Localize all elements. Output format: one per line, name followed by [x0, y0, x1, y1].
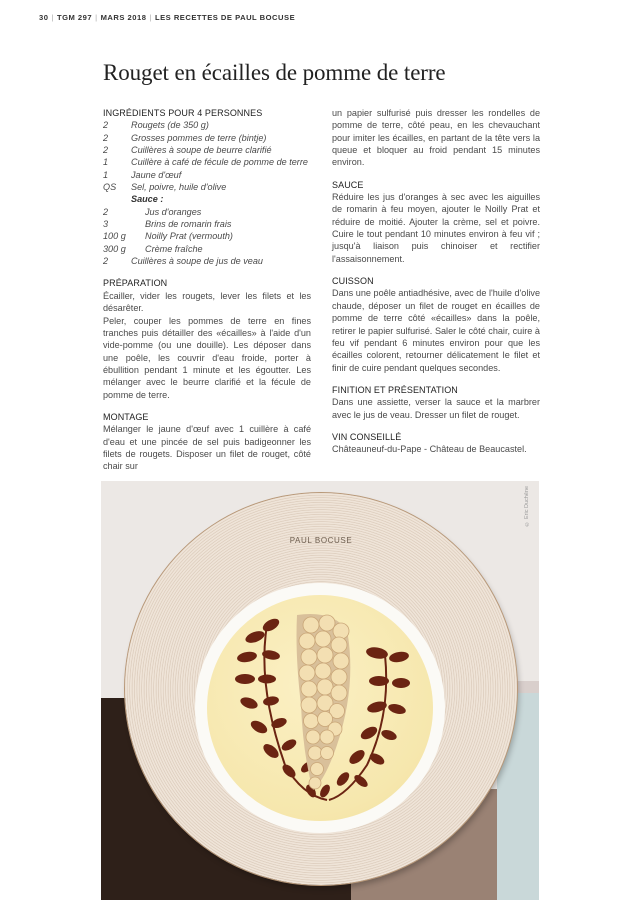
recipe-title: Rouget en écailles de pomme de terre: [103, 60, 446, 85]
ingredient-qty: 2: [103, 206, 109, 217]
rouget-fillet-illustration: [207, 595, 433, 821]
ingredient-name: Grosses pommes de terre (bintje): [131, 132, 267, 143]
ingredients-heading: INGRÉDIENTS POUR 4 PERSONNES: [103, 108, 263, 118]
finition-text: Dans une assiette, verser la sauce et la marbrer avec le jus de veau. Dresser un filet de rouget.: [332, 397, 540, 420]
ingredient-row: [103, 218, 311, 230]
ingredient-name: Cuillère à café de fécule de pomme de terre: [131, 157, 308, 168]
ingredient-row: [103, 156, 311, 168]
cuisson-heading: CUISSON: [332, 276, 374, 287]
left-column: [103, 107, 311, 483]
plate-well: [195, 583, 445, 833]
ingredient-name: Cuillères à soupe de beurre clarifié: [131, 145, 272, 156]
ingredient-name: Jaune d'œuf: [131, 169, 182, 180]
preparation-paragraph: Peler, couper les pommes de terre en fines tranches puis détailler des «écailles» à l'aide d'un vide-pomme (ou une douille). Les déposer dans une poêle, les couvrir d'eau froide, porter à ébullition pendant 1 minute et les égoutter. Les mélanger avec le beurre clarifié et la fécule de pomme de terre.: [103, 315, 311, 400]
ingredient-qty: 1: [103, 157, 109, 168]
finition-section: [332, 384, 540, 421]
ingredient-row: [103, 119, 311, 131]
montage-section: [103, 411, 311, 473]
ingredient-row: [103, 206, 311, 218]
section-name: LES RECETTES DE PAUL BOCUSE: [154, 13, 296, 22]
page-number: 30: [39, 13, 49, 22]
ingredient-name: Sel, poivre, huile d'olive: [131, 182, 227, 193]
ingredient-name: Crème fraîche: [145, 243, 203, 254]
ingredient-qty: QS: [103, 182, 117, 193]
ingredient-row: [103, 181, 311, 193]
montage-heading: MONTAGE: [103, 411, 149, 422]
ingredient-row: [103, 169, 311, 181]
right-column: [332, 107, 540, 466]
ingredient-qty: 300 g: [103, 243, 126, 254]
ingredient-name: Cuillères à soupe de jus de veau: [131, 256, 263, 267]
finition-heading: FINITION ET PRÉSENTATION: [332, 384, 458, 395]
wine-text: Châteauneuf-du-Pape - Château de Beaucastel.: [332, 444, 527, 455]
issue-date: MARS 2018: [100, 13, 147, 22]
ingredients-section: [103, 107, 311, 267]
montage-text-continued: un papier sulfurisé puis dresser les rondelles de pomme de terre, côté peau, en les chevauchant pour imiter les écailles, en partant de la tête vers la queue et bloquer au froid pendant 15 minutes environ.: [332, 108, 540, 168]
ingredient-qty: 100 g: [103, 231, 126, 242]
preparation-paragraph: Écailler, vider les rougets, lever les filets et les désarêter.: [103, 290, 311, 314]
ingredient-row: [103, 230, 311, 242]
dish-photo: [101, 481, 539, 900]
running-head: 30 | TGM 297 | MARS 2018 | LES RECETTES DE PAUL BOCUSE: [39, 13, 296, 22]
wine-heading: VIN CONSEILLÉ: [332, 431, 402, 442]
plate-brand-text: PAUL BOCUSE: [289, 536, 353, 545]
ingredient-qty: 1: [103, 169, 109, 180]
plate: [125, 493, 517, 885]
ingredient-row: [103, 243, 311, 255]
photo-credit: © Eric Duchêne: [524, 486, 530, 527]
cuisson-section: [332, 275, 540, 374]
sauce-subheading: Sauce :: [131, 194, 164, 205]
sauce-section: [332, 179, 540, 265]
ingredient-name: Noilly Prat (vermouth): [145, 231, 233, 242]
ingredient-row: [103, 255, 311, 267]
ingredient-qty: 2: [103, 120, 109, 131]
sauce-heading: SAUCE: [332, 179, 364, 190]
ingredient-qty: 2: [103, 256, 109, 267]
montage-text: Mélanger le jaune d'œuf avec 1 cuillère à café d'eau et une pincée de sel puis badigeonner les filets de rougets. Disposer un filet de rouget, côté chair sur: [103, 424, 311, 472]
cuisson-text: Dans une poêle antiadhésive, avec de l'huile d'olive chaude, déposer un filet de rouget en écailles de pomme de terre côté «écailles» dans la poêle, retirer le papier sulfurisé. Saler le côté chair, cuire à feu vif pendant 6 minutes environ pour que les écailles colorent, retourner délicatement le filet et finir de cuire pendant quelques secondes.: [332, 288, 540, 373]
sauce-pool: [207, 595, 433, 821]
ingredient-row: [103, 144, 311, 156]
ingredient-qty: 2: [103, 132, 109, 143]
wine-section: [332, 431, 540, 456]
sauce-text: Réduire les jus d'oranges à sec avec les aiguilles de romarin à feu moyen, ajouter le Noilly Prat et réduire de moitié. Ajouter la crème, sel et poivre. Cuire le tout pendant 10 minutes environ à feu vif ; jusqu'à liaison puis chinoiser et rectifier l'assaisonnement.: [332, 192, 540, 264]
ingredient-row: [103, 132, 311, 144]
montage-continued: [332, 107, 540, 169]
ingredient-name: Brins de romarin frais: [145, 219, 232, 230]
preparation-section: [103, 277, 311, 400]
magazine-issue: TGM 297: [56, 13, 93, 22]
ingredient-qty: 3: [103, 219, 109, 230]
preparation-heading: PRÉPARATION: [103, 278, 168, 289]
ingredient-name: Jus d'oranges: [145, 206, 202, 217]
ingredient-name: Rougets (de 350 g): [131, 120, 209, 131]
ingredient-qty: 2: [103, 145, 109, 156]
